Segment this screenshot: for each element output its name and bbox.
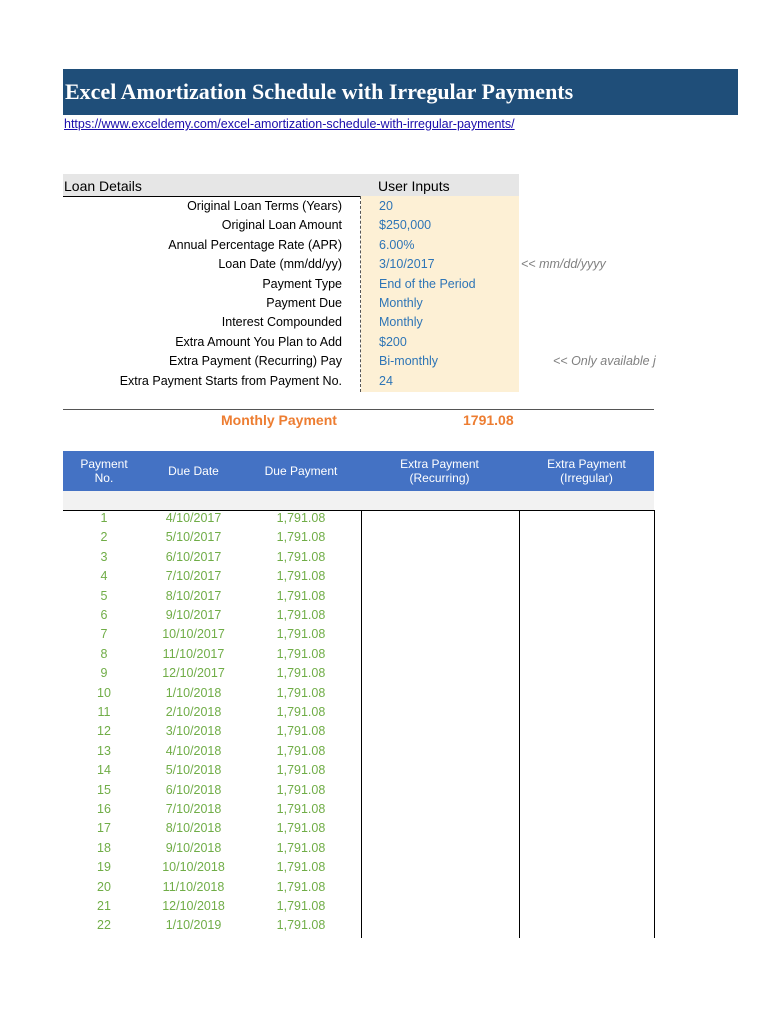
loan-detail-value[interactable]: 3/10/2017 bbox=[379, 257, 435, 272]
due-date-cell: 1/10/2018 bbox=[165, 685, 222, 700]
payment-no-cell: 22 bbox=[97, 918, 111, 933]
payment-no-cell: 9 bbox=[100, 666, 108, 681]
due-date-cell: 9/10/2018 bbox=[165, 840, 222, 855]
due-date-cell: 10/10/2018 bbox=[162, 860, 225, 875]
schedule-header bbox=[63, 451, 654, 491]
due-payment-cell: 1,791.08 bbox=[276, 840, 326, 855]
due-payment-cell: 1,791.08 bbox=[276, 860, 326, 875]
due-date-cell: 5/10/2017 bbox=[165, 530, 222, 545]
payment-no-cell: 6 bbox=[100, 608, 108, 622]
due-payment-cell: 1,791.08 bbox=[276, 646, 326, 661]
loan-details-header: Loan Details bbox=[63, 174, 362, 197]
separator bbox=[63, 409, 654, 410]
payment-no-cell: 15 bbox=[97, 782, 111, 797]
loan-detail-value[interactable]: End of the Period bbox=[379, 276, 476, 291]
payment-no-cell: 1 bbox=[100, 511, 108, 525]
due-payment-cell: 1,791.08 bbox=[276, 685, 326, 700]
col-extra-irregular bbox=[519, 451, 654, 491]
due-payment-cell: 1,791.08 bbox=[276, 705, 326, 719]
inputs-divider bbox=[360, 196, 361, 392]
payment-no-cell: 5 bbox=[100, 588, 108, 603]
due-payment-cell: 1,791.08 bbox=[276, 802, 326, 816]
due-date-cell: 4/10/2018 bbox=[165, 743, 222, 758]
col-payment-no-label: Payment No. bbox=[80, 457, 128, 485]
monthly-payment-value: 1791.08 bbox=[463, 412, 514, 428]
due-date-cell: 6/10/2018 bbox=[165, 782, 222, 797]
due-date-cell: 5/10/2018 bbox=[165, 763, 222, 778]
recurring-col-border bbox=[361, 510, 362, 938]
payment-no-cell: 13 bbox=[97, 743, 111, 758]
due-payment-cell: 1,791.08 bbox=[276, 743, 326, 758]
blank-row bbox=[63, 491, 654, 510]
due-payment-cell: 1,791.08 bbox=[276, 549, 326, 564]
due-date-cell: 4/10/2017 bbox=[165, 511, 222, 525]
loan-detail-label: Extra Payment Starts from Payment No. bbox=[119, 373, 342, 388]
due-payment-cell: 1,791.08 bbox=[276, 763, 326, 778]
page-title: Excel Amortization Schedule with Irregular Payments bbox=[65, 79, 574, 104]
due-date-cell: 2/10/2018 bbox=[165, 705, 222, 719]
due-date-cell: 10/10/2017 bbox=[162, 627, 225, 642]
loan-detail-value[interactable]: $250,000 bbox=[379, 218, 432, 233]
payment-no-cell: 14 bbox=[97, 763, 111, 778]
col-extra-recurring bbox=[360, 451, 519, 491]
col-due-date bbox=[145, 451, 242, 491]
payment-no-cell: 18 bbox=[97, 840, 111, 855]
due-payment-cell: 1,791.08 bbox=[276, 782, 326, 797]
loan-detail-label: Interest Compounded bbox=[221, 315, 342, 330]
recurring-note: << Only available j bbox=[553, 354, 656, 368]
due-date-cell: 8/10/2017 bbox=[165, 588, 222, 603]
due-payment-cell: 1,791.08 bbox=[276, 588, 326, 603]
due-date-cell: 12/10/2018 bbox=[162, 899, 225, 913]
col-extra-irregular-label: Extra Payment (Irregular) bbox=[547, 457, 626, 485]
loan-detail-label: Annual Percentage Rate (APR) bbox=[168, 237, 342, 252]
payment-no-cell: 17 bbox=[97, 821, 111, 836]
due-date-cell: 12/10/2017 bbox=[162, 666, 225, 681]
loan-detail-value[interactable]: 6.00% bbox=[379, 237, 415, 252]
payment-no-cell: 8 bbox=[100, 646, 108, 661]
payment-no-cell: 3 bbox=[100, 549, 108, 564]
payment-no-cell: 16 bbox=[97, 802, 111, 816]
user-inputs-header: User Inputs bbox=[361, 174, 519, 196]
due-payment-cell: 1,791.08 bbox=[276, 918, 326, 933]
due-payment-cell: 1,791.08 bbox=[276, 569, 326, 584]
due-payment-cell: 1,791.08 bbox=[276, 821, 326, 836]
due-date-cell: 11/10/2018 bbox=[162, 879, 225, 894]
payment-no-cell: 7 bbox=[100, 627, 108, 642]
due-date-cell: 7/10/2017 bbox=[165, 569, 222, 584]
due-payment-cell: 1,791.08 bbox=[276, 530, 326, 545]
due-payment-cell: 1,791.08 bbox=[276, 879, 326, 894]
col-due-date-label: Due Date bbox=[168, 464, 219, 478]
loan-detail-value[interactable]: 20 bbox=[379, 199, 393, 213]
payment-no-cell: 19 bbox=[97, 860, 111, 875]
payment-no-cell: 12 bbox=[97, 724, 111, 739]
due-payment-cell: 1,791.08 bbox=[276, 511, 326, 525]
loan-detail-value[interactable]: Bi-monthly bbox=[379, 354, 439, 369]
due-date-cell: 1/10/2019 bbox=[165, 918, 222, 933]
col-due-payment-label: Due Payment bbox=[264, 464, 338, 478]
monthly-payment-label: Monthly Payment bbox=[221, 412, 337, 428]
loan-detail-value[interactable]: Monthly bbox=[379, 296, 423, 310]
col-payment-no bbox=[63, 451, 145, 491]
due-date-cell: 11/10/2017 bbox=[162, 646, 225, 661]
loan-detail-label: Original Loan Amount bbox=[221, 218, 342, 233]
loan-detail-value[interactable]: Monthly bbox=[379, 315, 423, 330]
due-payment-cell: 1,791.08 bbox=[276, 724, 326, 739]
loan-detail-label: Original Loan Terms (Years) bbox=[187, 199, 342, 213]
due-payment-cell: 1,791.08 bbox=[276, 627, 326, 642]
due-date-cell: 6/10/2017 bbox=[165, 549, 222, 564]
due-date-cell: 8/10/2018 bbox=[165, 821, 222, 836]
loan-detail-value[interactable]: 24 bbox=[379, 373, 393, 388]
loan-detail-label: Extra Amount You Plan to Add bbox=[175, 334, 342, 349]
table-right-border bbox=[654, 510, 655, 938]
col-extra-recurring-label: Extra Payment (Recurring) bbox=[400, 457, 479, 485]
due-date-cell: 9/10/2017 bbox=[165, 608, 222, 622]
loan-detail-label: Payment Due bbox=[266, 296, 342, 310]
due-payment-cell: 1,791.08 bbox=[276, 608, 326, 622]
loan-detail-label: Payment Type bbox=[262, 276, 342, 291]
due-payment-cell: 1,791.08 bbox=[276, 899, 326, 913]
date-format-note: << mm/dd/yyyy bbox=[521, 257, 606, 271]
source-link[interactable]: https://www.exceldemy.com/excel-amortization-schedule-with-irregular-payments/ bbox=[64, 117, 515, 131]
payment-no-cell: 2 bbox=[100, 530, 108, 545]
loan-detail-label: Extra Payment (Recurring) Pay bbox=[169, 354, 342, 369]
payment-no-cell: 11 bbox=[97, 705, 111, 719]
loan-detail-label: Loan Date (mm/dd/yy) bbox=[218, 257, 342, 272]
payment-no-cell: 10 bbox=[97, 685, 111, 700]
payment-no-cell: 21 bbox=[97, 899, 111, 913]
irregular-col-border bbox=[519, 510, 520, 938]
due-date-cell: 3/10/2018 bbox=[165, 724, 222, 739]
title-bar bbox=[63, 69, 738, 115]
loan-detail-value[interactable]: $200 bbox=[379, 334, 407, 349]
due-date-cell: 7/10/2018 bbox=[165, 802, 222, 816]
due-payment-cell: 1,791.08 bbox=[276, 666, 326, 681]
col-due-payment bbox=[242, 451, 360, 491]
payment-no-cell: 4 bbox=[100, 569, 108, 584]
payment-no-cell: 20 bbox=[97, 879, 111, 894]
